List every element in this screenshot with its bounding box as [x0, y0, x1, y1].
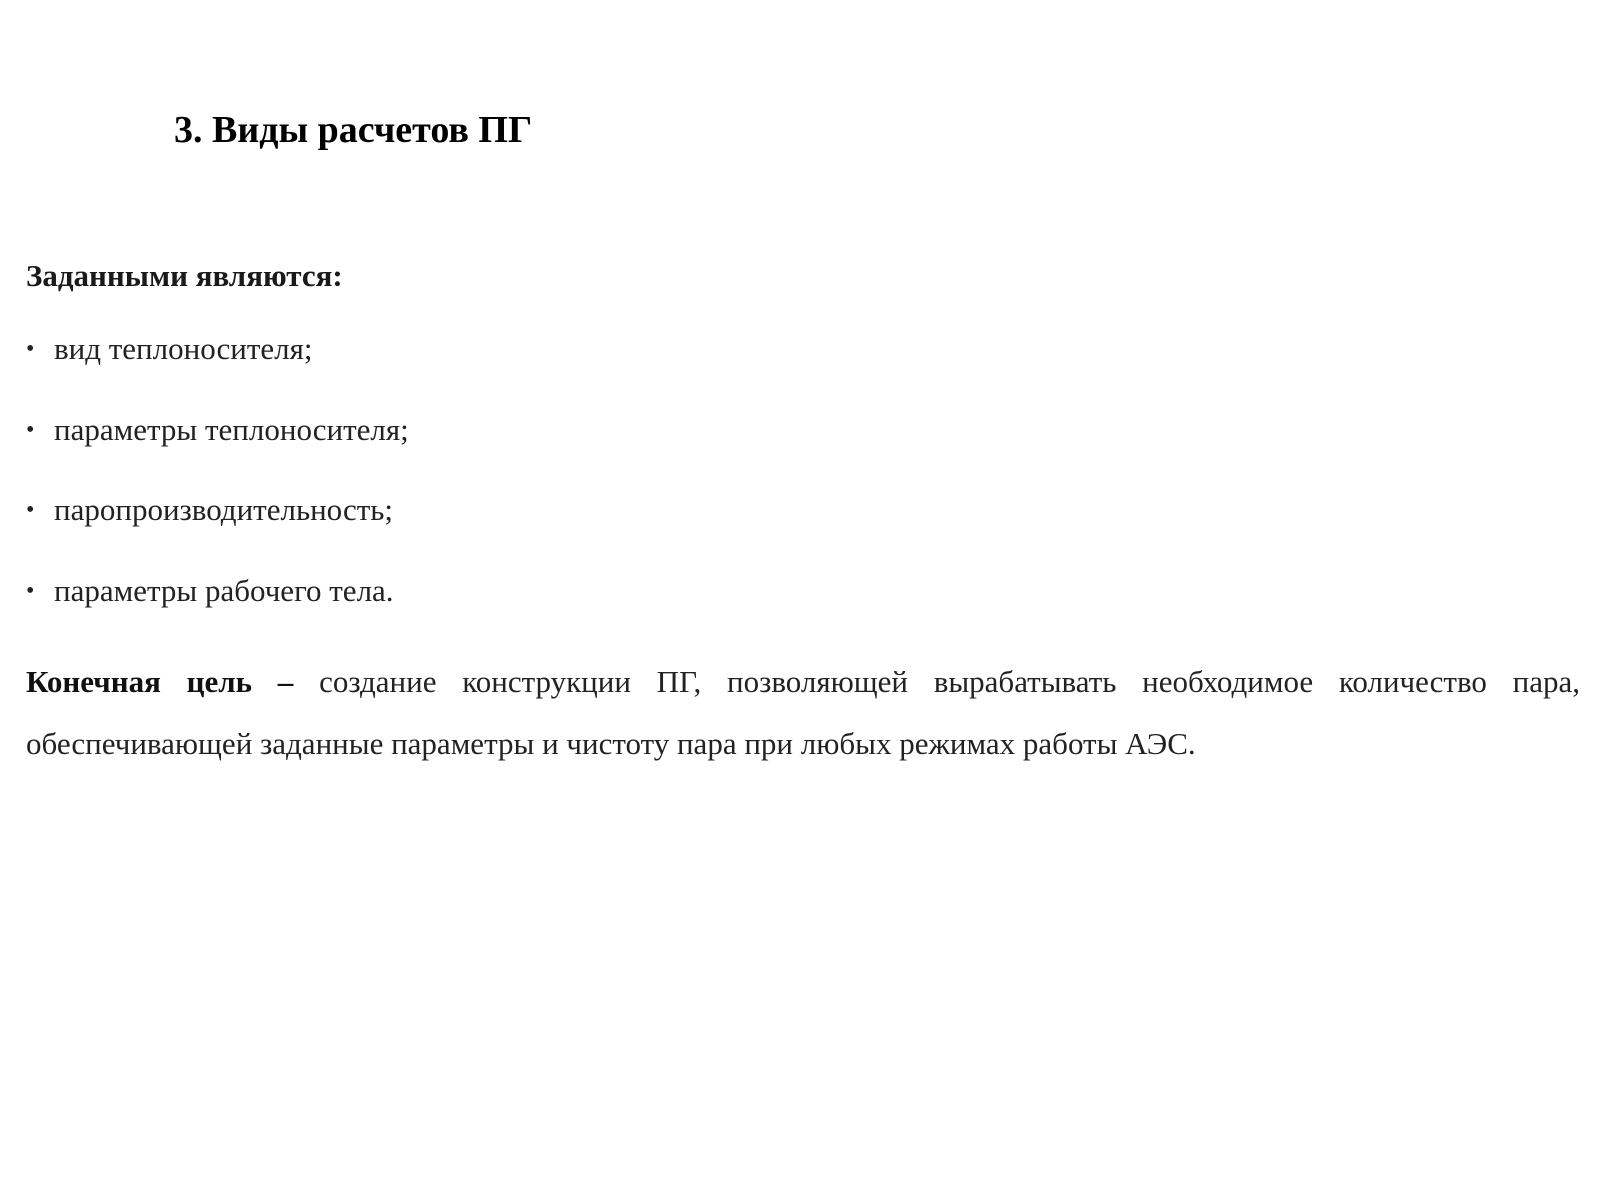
list-item-text: параметры теплоносителя; — [54, 412, 409, 447]
goal-paragraph — [26, 651, 1580, 775]
list-item — [26, 329, 312, 369]
bullet-icon: • — [26, 417, 35, 443]
list-item — [26, 490, 393, 530]
bullet-icon: • — [26, 497, 35, 523]
list-item-text: вид теплоносителя; — [54, 331, 313, 366]
list-item-text: паропроизводительность; — [54, 492, 394, 527]
slide-title: 3. Виды расчетов ПГ — [174, 109, 533, 151]
list-item — [26, 571, 394, 611]
list-item — [26, 410, 409, 450]
bullet-icon: • — [26, 578, 35, 604]
goal-text: создание конструкции ПГ, позволяющей вырабатывать необходимое количество пара, обеспечивающей заданные параметры и чистоту пара при любых режимах работы АЭС. — [26, 664, 1581, 761]
given-heading: Заданными являются: — [26, 258, 343, 293]
list-item-text: параметры рабочего тела. — [54, 573, 394, 608]
goal-lead: Конечная цель – — [26, 664, 294, 699]
bullet-icon: • — [26, 336, 35, 362]
